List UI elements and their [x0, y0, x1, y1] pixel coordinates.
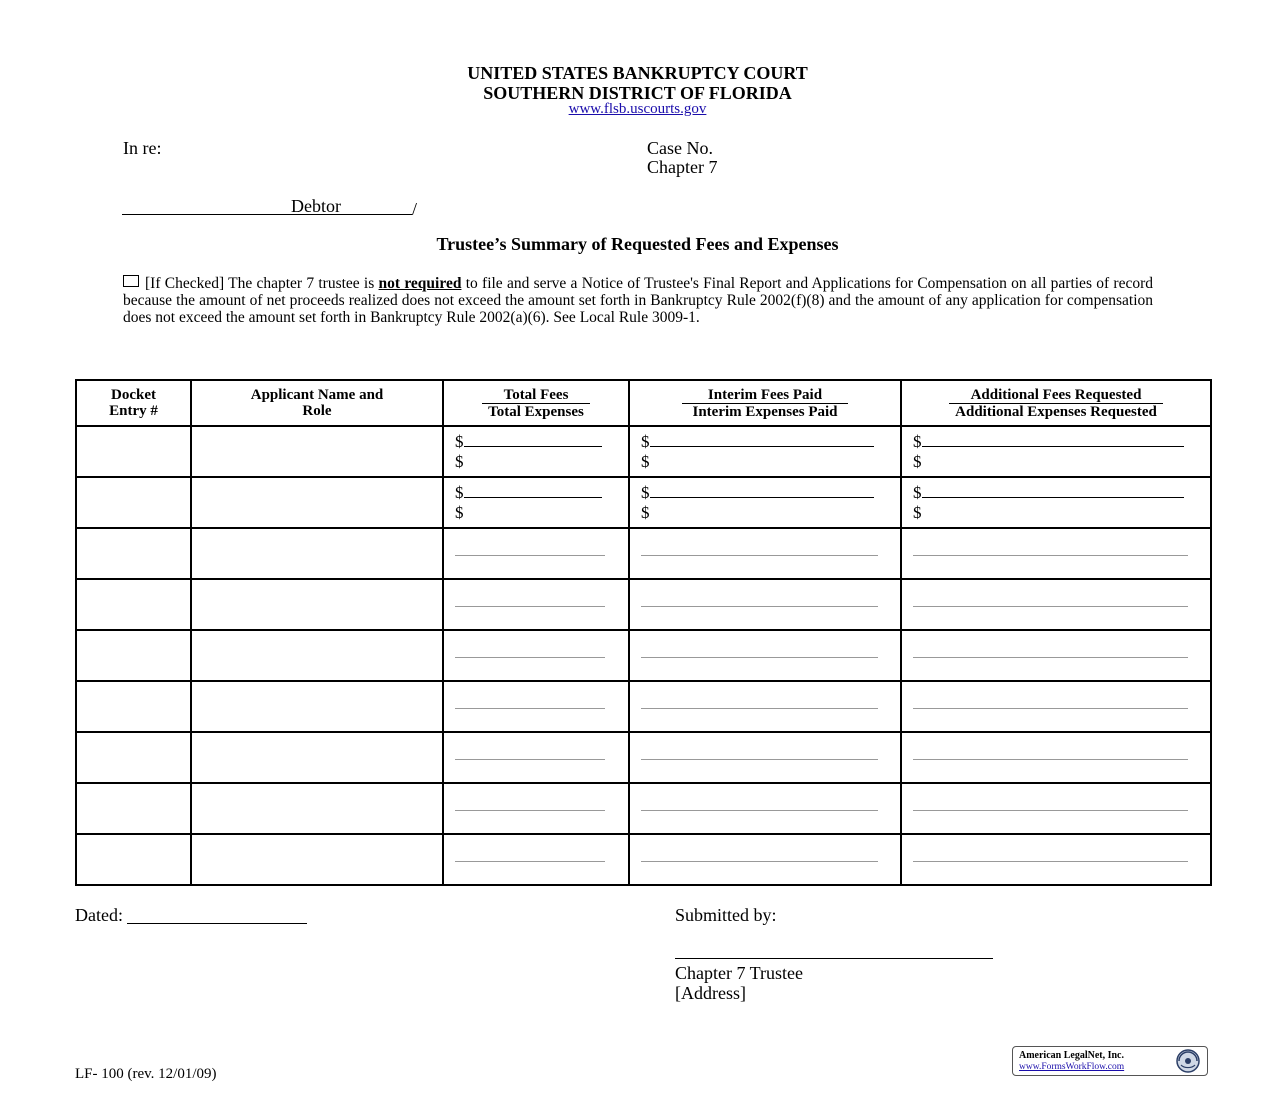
blank-line	[455, 606, 605, 607]
applicant-cell[interactable]	[191, 477, 443, 528]
table-row	[76, 477, 1211, 528]
applicant-cell[interactable]	[191, 681, 443, 732]
additional-amount-cell[interactable]	[901, 528, 1211, 579]
applicant-cell[interactable]	[191, 630, 443, 681]
table-row	[76, 579, 1211, 630]
interim-header-line2: Interim Expenses Paid	[692, 403, 838, 420]
additional-header-line1: Additional Fees Requested	[949, 387, 1164, 404]
applicant-cell[interactable]	[191, 783, 443, 834]
interim-amount-cell[interactable]	[629, 528, 901, 579]
blank-line	[641, 606, 878, 607]
notice-suffix: to file and serve a Notice of Trustee's Final Report and Applications for Compensation on all parties of record because the amount of net proceeds realized does not exceed the amount set forth in Bankruptcy Rule 2002(f)(8) and the amount of any application for compensation does not exceed the amount set forth in Bankruptcy Rule 2002(a)(6). See Local Rule 3009-1.	[123, 275, 1153, 326]
docket-entry-cell[interactable]	[76, 630, 191, 681]
additional-header	[901, 380, 1211, 426]
total-fees-field[interactable]	[464, 432, 602, 447]
currency-symbol: $	[641, 431, 650, 451]
court-district: SOUTHERN DISTRICT OF FLORIDA	[483, 83, 792, 103]
in-re-label: In re:	[123, 138, 162, 158]
blank-line	[913, 759, 1188, 760]
legalnet-logo[interactable]	[1012, 1046, 1208, 1076]
blank-line	[455, 657, 605, 658]
docket-entry-cell[interactable]	[76, 783, 191, 834]
applicant-cell[interactable]	[191, 579, 443, 630]
additional-fees-field[interactable]	[922, 483, 1184, 498]
dated-label: Dated:	[75, 905, 123, 925]
total-amount-cell[interactable]	[443, 528, 629, 579]
trustee-label: Chapter 7 Trustee	[675, 963, 803, 983]
interim-header-line1: Interim Fees Paid	[682, 387, 848, 404]
additional-amount-cell[interactable]	[901, 630, 1211, 681]
court-name: UNITED STATES BANKRUPTCY COURT	[467, 63, 808, 83]
blank-line	[913, 606, 1188, 607]
table-row	[76, 732, 1211, 783]
blank-line	[455, 708, 605, 709]
interim-amount-cell[interactable]	[629, 834, 901, 885]
blank-line	[641, 708, 878, 709]
notice-prefix: [If Checked] The chapter 7 trustee is	[145, 275, 379, 292]
form-id: LF- 100 (rev. 12/01/09)	[75, 1066, 217, 1082]
court-website-link[interactable]: www.flsb.uscourts.gov	[568, 101, 707, 117]
interim-amount-cell[interactable]	[629, 783, 901, 834]
total-amount-cell[interactable]	[443, 426, 629, 477]
blank-line	[913, 861, 1188, 862]
blank-line	[455, 861, 605, 862]
trustee-signature-line[interactable]	[675, 958, 993, 959]
total-amount-cell[interactable]	[443, 834, 629, 885]
currency-symbol: $	[641, 502, 650, 522]
applicant-header-line2: Role	[302, 403, 332, 419]
notice-emphasis: not required	[378, 275, 462, 292]
additional-amount-cell[interactable]	[901, 477, 1211, 528]
total-header	[443, 380, 629, 426]
logo-url[interactable]: www.FormsWorkFlow.com	[1019, 1062, 1125, 1072]
blank-line	[913, 657, 1188, 658]
dated-block	[75, 905, 307, 925]
docket-header-line1: Docket	[111, 387, 156, 403]
applicant-cell[interactable]	[191, 732, 443, 783]
docket-entry-cell[interactable]	[76, 528, 191, 579]
docket-header-line2: Entry #	[109, 403, 158, 419]
blank-line	[641, 555, 878, 556]
total-amount-cell[interactable]	[443, 630, 629, 681]
additional-amount-cell[interactable]	[901, 834, 1211, 885]
interim-header	[629, 380, 901, 426]
applicant-cell[interactable]	[191, 426, 443, 477]
blank-line	[913, 555, 1188, 556]
debtor-slash: /	[412, 199, 418, 219]
docket-entry-cell[interactable]	[76, 477, 191, 528]
interim-amount-cell[interactable]	[629, 630, 901, 681]
logo-name: American LegalNet, Inc.	[1019, 1050, 1124, 1061]
notice-paragraph	[123, 275, 1153, 326]
total-amount-cell[interactable]	[443, 783, 629, 834]
docket-entry-cell[interactable]	[76, 732, 191, 783]
debtor-label: Debtor	[291, 196, 341, 216]
docket-entry-cell[interactable]	[76, 681, 191, 732]
docket-entry-cell[interactable]	[76, 426, 191, 477]
blank-line	[455, 810, 605, 811]
blank-line	[913, 708, 1188, 709]
additional-amount-cell[interactable]	[901, 579, 1211, 630]
table-row	[76, 528, 1211, 579]
additional-amount-cell[interactable]	[901, 783, 1211, 834]
currency-symbol: $	[455, 482, 464, 502]
interim-amount-cell[interactable]	[629, 426, 901, 477]
interim-fees-field[interactable]	[650, 483, 874, 498]
total-amount-cell[interactable]	[443, 681, 629, 732]
date-field[interactable]	[127, 906, 307, 924]
globe-icon	[1171, 1048, 1205, 1074]
chapter-label: Chapter 7	[647, 157, 718, 177]
applicant-cell[interactable]	[191, 528, 443, 579]
submitted-by-label: Submitted by:	[675, 905, 777, 925]
interim-amount-cell[interactable]	[629, 681, 901, 732]
table-row	[76, 681, 1211, 732]
docket-header	[76, 380, 191, 426]
total-header-line2: Total Expenses	[488, 403, 584, 420]
additional-amount-cell[interactable]	[901, 681, 1211, 732]
case-no-label: Case No.	[647, 138, 713, 158]
fees-table	[75, 379, 1212, 886]
total-fees-field[interactable]	[464, 483, 602, 498]
currency-symbol: $	[641, 451, 650, 471]
debtor-line	[122, 196, 417, 219]
currency-symbol: $	[455, 451, 464, 471]
currency-symbol: $	[913, 482, 922, 502]
blank-line	[641, 759, 878, 760]
table-row	[76, 783, 1211, 834]
total-header-line1: Total Fees	[482, 387, 591, 404]
table-row	[76, 426, 1211, 477]
blank-line	[455, 759, 605, 760]
additional-header-line2: Additional Expenses Requested	[955, 403, 1157, 420]
interim-fees-field[interactable]	[650, 432, 874, 447]
form-title: Trustee’s Summary of Requested Fees and Expenses	[436, 234, 839, 254]
currency-symbol: $	[641, 482, 650, 502]
interim-amount-cell[interactable]	[629, 579, 901, 630]
total-amount-cell[interactable]	[443, 579, 629, 630]
table-row	[76, 834, 1211, 885]
docket-entry-cell[interactable]	[76, 579, 191, 630]
additional-fees-field[interactable]	[922, 432, 1184, 447]
docket-entry-cell[interactable]	[76, 834, 191, 885]
currency-symbol: $	[913, 451, 922, 471]
currency-symbol: $	[913, 502, 922, 522]
address-label: [Address]	[675, 983, 746, 1003]
blank-line	[641, 810, 878, 811]
blank-line	[641, 861, 878, 862]
currency-symbol: $	[455, 502, 464, 522]
table-header-row	[76, 380, 1211, 426]
blank-line	[641, 657, 878, 658]
total-amount-cell[interactable]	[443, 732, 629, 783]
applicant-cell[interactable]	[191, 834, 443, 885]
currency-symbol: $	[455, 431, 464, 451]
not-required-checkbox[interactable]	[123, 275, 139, 287]
debtor-underline	[122, 196, 412, 215]
blank-line	[455, 555, 605, 556]
applicant-header-line1: Applicant Name and	[250, 387, 384, 403]
additional-amount-cell[interactable]	[901, 732, 1211, 783]
additional-amount-cell[interactable]	[901, 426, 1211, 477]
applicant-header	[191, 380, 443, 426]
blank-line	[913, 810, 1188, 811]
table-row	[76, 630, 1211, 681]
currency-symbol: $	[913, 431, 922, 451]
interim-amount-cell[interactable]	[629, 477, 901, 528]
interim-amount-cell[interactable]	[629, 732, 901, 783]
total-amount-cell[interactable]	[443, 477, 629, 528]
